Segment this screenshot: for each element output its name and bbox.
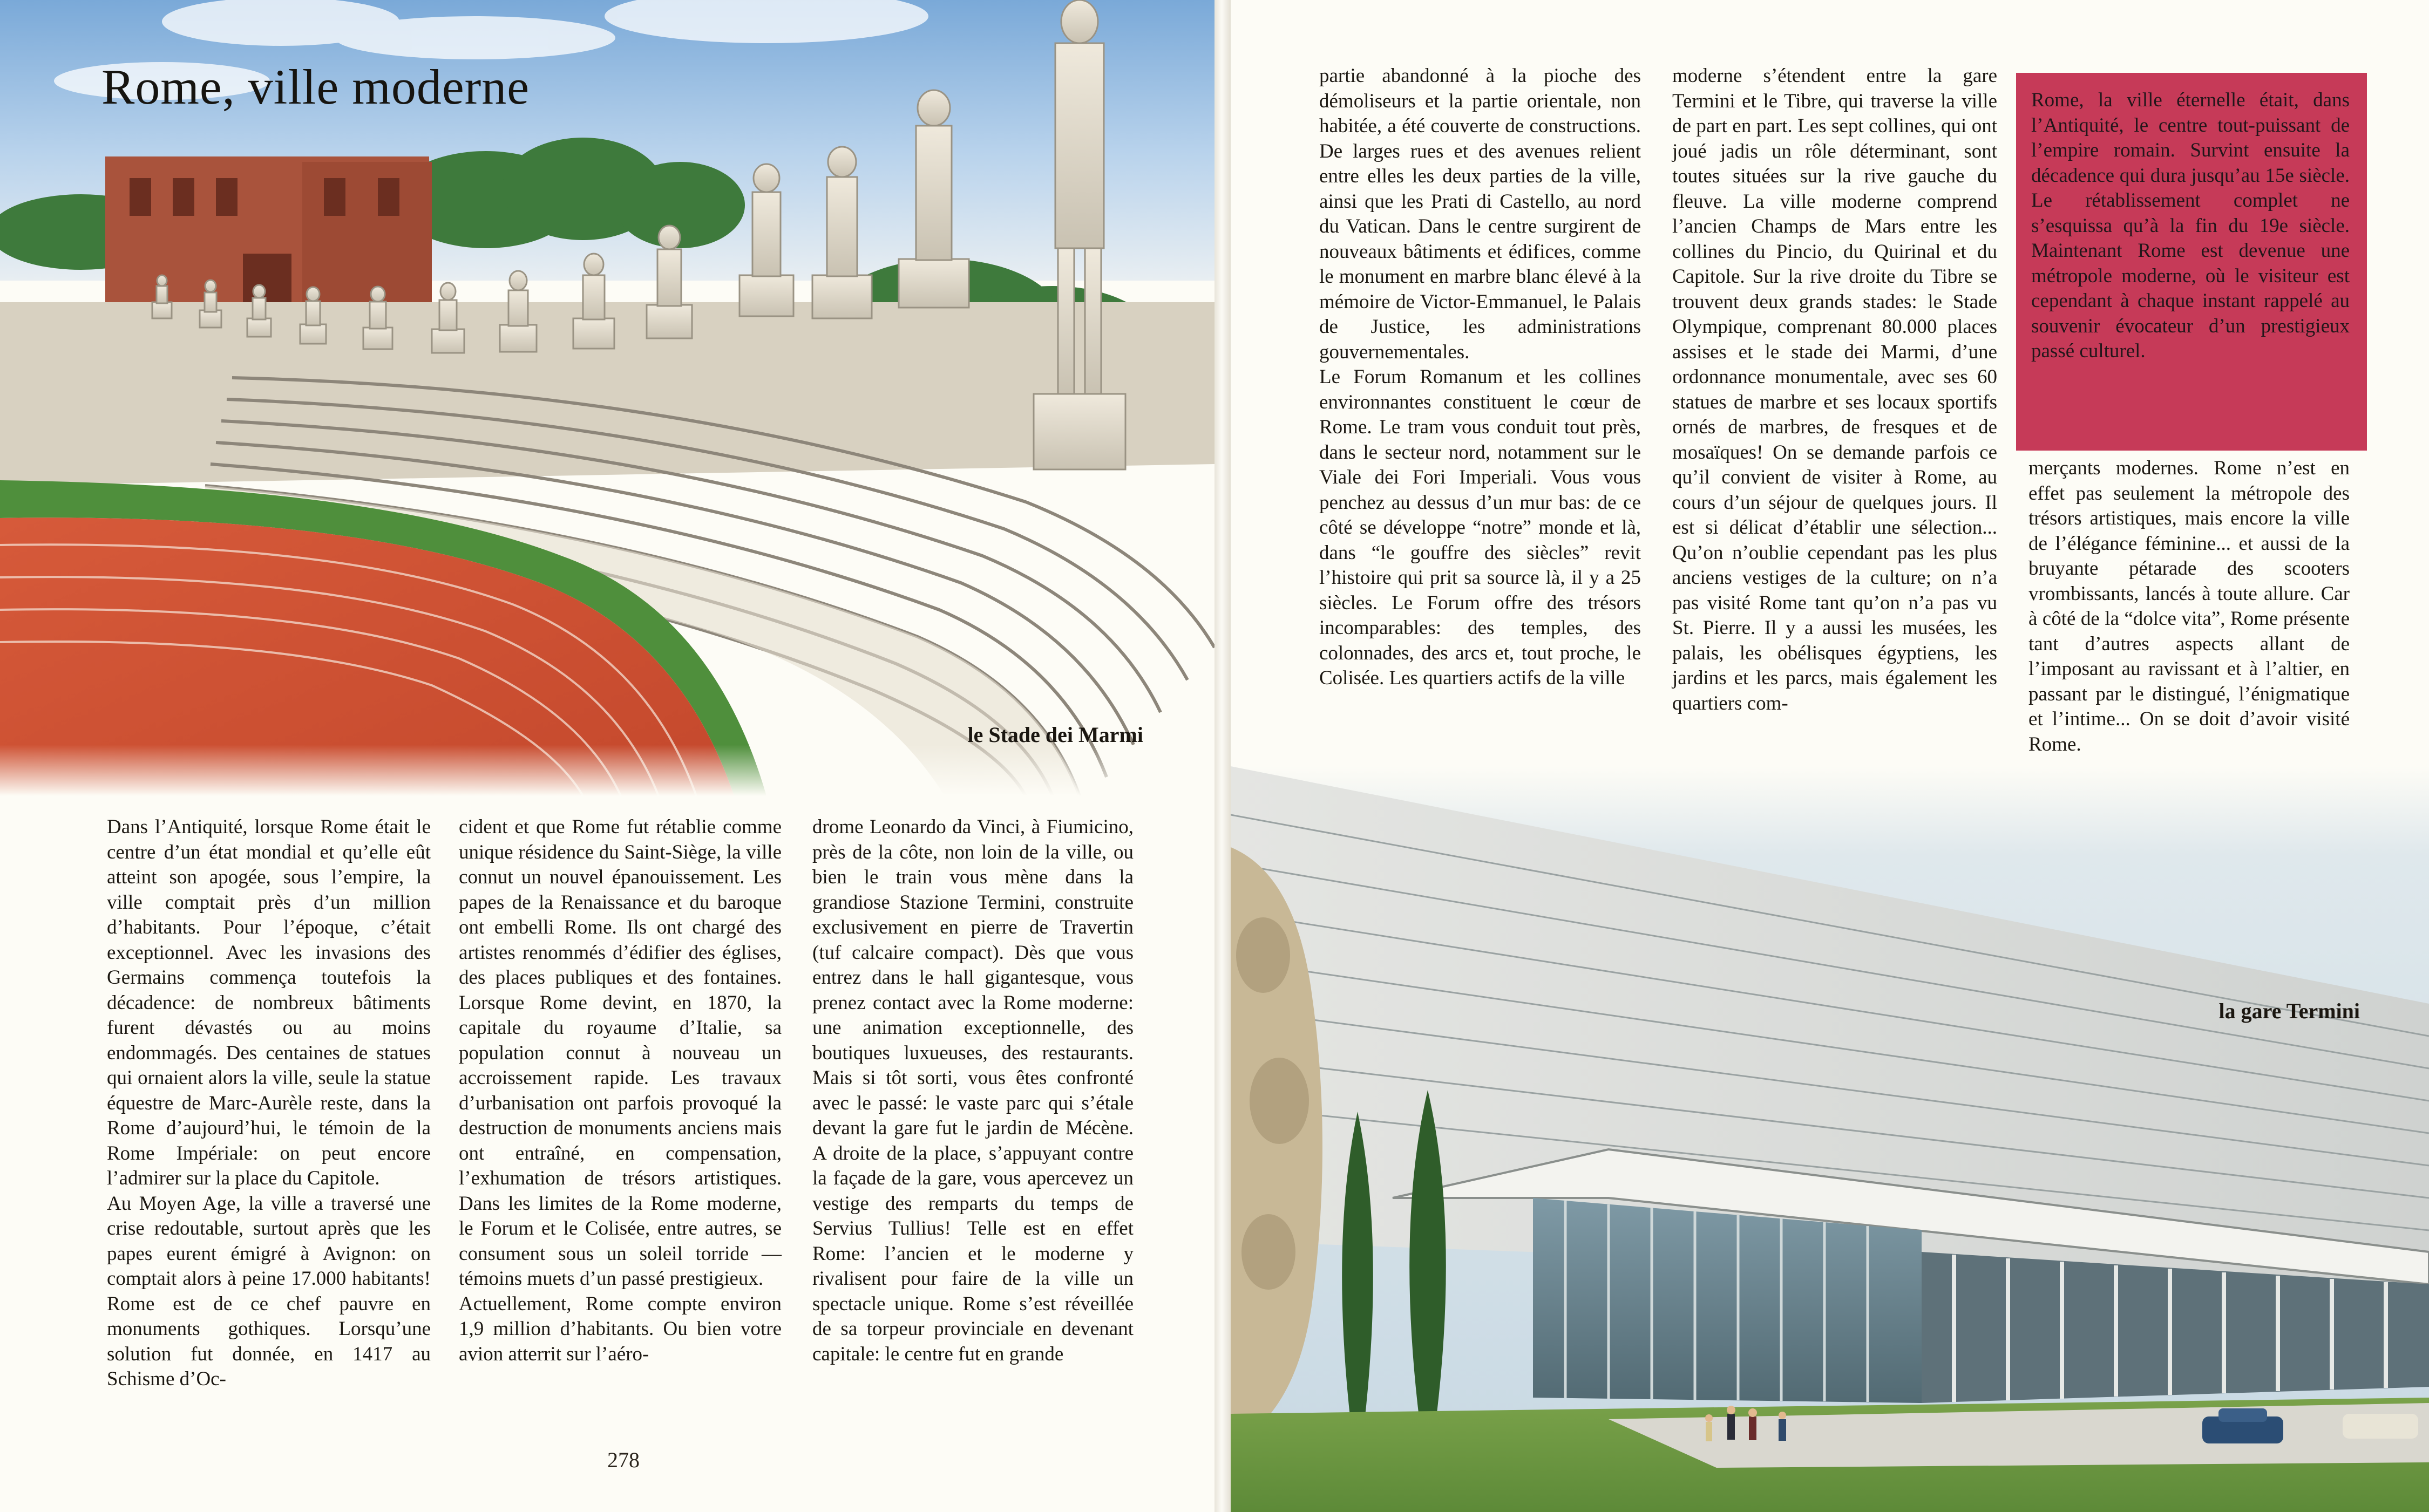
paragraph: Actuellement, Rome compte environ 1,9 million d’habitants. Ou bien votre avion atterrit sur l’aéro- xyxy=(459,1292,782,1365)
right-page xyxy=(1231,0,2429,1512)
paragraph: Dans l’Antiquité, lorsque Rome était le centre d’un état mondial et qu’elle eût atteint son apogée, sous l’empire, la ville comptait près d’un million d’habitants. Pour l’époque, c’était exceptionnel. Avec les invasions des Germains commença toutefois la décadence: de nombreux bâtiments furent dévastés ou au moins endommagés. Des centaines de statues qui ornaient alors la ville, seule la statue équestre de Marc-Aurèle reste, dans la Rome d’aujourd’hui, le témoin de la Rome Impériale: on peut encore l’admirer sur la place du Capitole. xyxy=(107,816,431,1189)
station-caption: la gare Termini xyxy=(2218,999,2360,1023)
left-text-column-1 xyxy=(107,815,431,1392)
paragraph: drome Leonardo da Vinci, à Fiumicino, près de la côte, non loin de la ville, ou bien le train vous mène dans la grandiose Stazione Termini, construite exclusivement en pierre de Travertin (tuf calcaire compact). Dès que vous entrez dans le hall gigantesque, vous prenez contact avec la Rome moderne: une animation exceptionnelle, des boutiques luxueuses, des restaurants. Mais si tôt sorti, vous êtes confronté avec le passé: le vaste parc qui s’étale devant la gare fut le jardin de Mécène. A droite de la place, s’appuyant contre la façade de la gare, vous apercevez un vestige des remparts du temps de Servius Tullius! Telle est en effet Rome: l’ancien et le moderne y rivalisent pour faire de la ville un spectacle unique. Rome s’est réveillée de sa torpeur provinciale en devenant capitale: le centre fut en grande xyxy=(812,816,1134,1365)
left-text-column-2 xyxy=(459,815,782,1367)
stadio-dei-marmi-illustration xyxy=(0,0,1214,796)
paragraph: cident et que Rome fut rétablie comme unique résidence du Saint-Siège, la ville connut un nouvel épanouissement. Les papes de la Renaissance et du baroque ont embelli Rome. Ils ont chargé des artistes renommés d’édifier des églises, des places publiques et des fontaines. Lorsque Rome devint, en 1870, la capitale du royaume d’Italie, sa population connut à nouveau un accroissement rapide. Les travaux d’urbanisation ont parfois provoqué la destruction de monuments anciens mais ont entraîné, en compensation, l’exhumation de trésors artistiques. Dans les limites de la Rome moderne, le Forum et le Colisée, entre autres, se consument sous un soleil torride — témoins muets d’un passé prestigieux. xyxy=(459,816,782,1290)
summary-highlight-box xyxy=(2016,73,2367,451)
stadium-caption: le Stade dei Marmi xyxy=(967,723,1143,747)
paragraph: Au Moyen Age, la ville a traversé une crise redoutable, surtout après que les papes eurent émigré à Avignon: on comptait alors à peine 17.000 habitants! Rome est de ce chef pauvre en monuments gothiques. Lorsqu’une solution fut donnée, en 1417 au Schisme d’Oc- xyxy=(107,1192,431,1390)
right-text-column-2 xyxy=(1672,64,1997,716)
page-number: 278 xyxy=(607,1448,640,1472)
paragraph: merçants modernes. Rome n’est en effet pas seulement la métropole des trésors artistiques, mais encore la ville de l’élégance féminine... et aussi de la bruyante pétarade des scooters vrombissants, lancés à toute allure. Car à côté de la “dolce vita”, Rome présente tant d’autres aspects allant de l’imposant au ravissant et à l’altier, en passant par le distingué, l’énigmatique et l’intime... On se doit d’avoir visité Rome. xyxy=(2028,457,2350,755)
glass-entrance-hall xyxy=(1533,1198,1922,1403)
paragraph: partie abandonné à la pioche des démoliseurs et la partie orientale, non habitée, a été couverte de constructions. De larges rues et des avenues relient entre elles les deux parties de la ville, ainsi que les Prati di Castello, au nord du Vatican. Dans le centre surgirent de nouveaux bâtiments et édifices, comme le monument en marbre blanc élevé à la mémoire de Victor-Emmanuel, le Palais de Justice, les administrations gouvernementales. xyxy=(1319,65,1641,363)
paragraph: Le Forum Romanum et les collines environnantes constituent le cœur de Rome. Le tram vous conduit tout près, dans le secteur nord, notamment sur le Viale dei Fori Imperiali. Vous vous penchez au dessus d’un mur bas: de ce côté se développe “notre” monde et là, dans “le gouffre des siècles” revit l’histoire qui prit sa source là, il y a 25 siècles. Le Forum offre des trésors incomparables: des temples, des colonnades, des arcs et, tout proche, le Colisée. Les quartiers actifs de la ville xyxy=(1319,366,1641,689)
right-text-column-1 xyxy=(1319,64,1641,691)
summary-text xyxy=(2031,88,2350,364)
page-title: Rome, ville moderne xyxy=(101,59,530,114)
right-text-column-3 xyxy=(2028,456,2350,757)
book-gutter xyxy=(1214,0,1231,1512)
left-text-column-3 xyxy=(812,815,1134,1367)
paragraph: Rome, la ville éternelle était, dans l’Antiquité, le centre tout-puissant de l’empire romain. Survint ensuite la décadence qui dura jusqu’au 15e siècle. Le rétablissement complet ne s’esquissa qu’à la fin du 19e siècle. Maintenant Rome est devenue une métropole moderne, où le visiteur est cependant à chaque instant rappelé au souvenir évocateur d’un prestigieux passé culturel. xyxy=(2031,89,2350,362)
stazione-termini-illustration xyxy=(1231,766,2429,1512)
paragraph: moderne s’étendent entre la gare Termini et le Tibre, qui traverse la ville de part en part. Les sept collines, qui ont joué jadis un rôle déterminant, sont toutes situées sur la rive gauche du fleuve. La ville moderne comprend l’ancien Champs de Mars entre les collines du Pincio, du Quirinal et du Capitole. Sur la rive droite du Tibre se trouvent deux grands stades: le Stade Olympique, comprenant 80.000 places assises et le stade dei Marmi, d’une ordonnance monumentale, avec ses 60 statues de marbre et ses locaux sportifs ornés de marbres, de fresques et de mosaïques! On se demande parfois ce qu’il convient de visiter à Rome, au cours d’un séjour de quelques jours. Il est si délicat d’établir une sélection... Qu’on n’oublie cependant pas les plus anciens vestiges de la culture; on n’a pas visité Rome tant qu’on n’a pas vu St. Pierre. Il y a aussi les musées, les palais, les obélisques égyptiens, les jardins et les parcs, mais également les quartiers com- xyxy=(1672,65,1997,714)
left-page xyxy=(0,0,1214,1512)
